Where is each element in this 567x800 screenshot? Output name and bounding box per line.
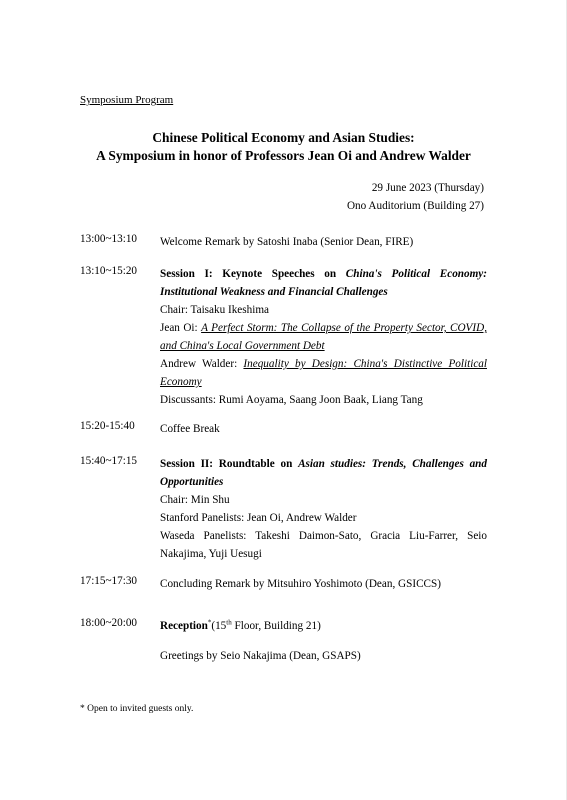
talk-1-title: A Perfect Storm: The Collapse of the Property Sector, COVID, and China's Local Government Debt xyxy=(160,322,487,352)
symposium-subtitle: A Symposium in honor of Professors Jean Oi and Andrew Walder xyxy=(96,148,471,163)
concluding-remark: Concluding Remark by Mitsuhiro Yoshimoto (Dean, GSICCS) xyxy=(160,578,441,590)
talk-2-speaker: Andrew Walder: xyxy=(160,358,244,370)
schedule-content xyxy=(160,420,487,438)
session-2-prefix: Session II: Roundtable on xyxy=(160,458,299,470)
session-2-topic: Asian studies: Trends, Challenges and Opportunities xyxy=(160,458,487,488)
coffee-break: Coffee Break xyxy=(160,423,220,435)
schedule-time: 17:15~17:30 xyxy=(80,575,138,587)
session-1-discussants: Discussants: Rumi Aoyama, Saang Joon Baak, Liang Tang xyxy=(160,394,423,406)
schedule-time: 13:10~15:20 xyxy=(80,265,138,277)
schedule-content xyxy=(160,575,487,593)
talk-2 xyxy=(160,355,487,391)
session-2-heading xyxy=(160,455,487,491)
symposium-title: Chinese Political Economy and Asian Studies: xyxy=(152,130,415,145)
waseda-panelists: Waseda Panelists: Takeshi Daimon-Sato, Gracia Liu-Farrer, Seio Nakajima, Yuji Uesugi xyxy=(160,530,487,560)
schedule-time: 13:00~13:10 xyxy=(80,233,138,245)
schedule-content xyxy=(160,455,487,563)
talk-1-speaker: Jean Oi: xyxy=(160,322,202,334)
reception-ordinal: th xyxy=(226,618,232,627)
session-2-chair: Chair: Min Shu xyxy=(160,494,230,506)
schedule-content xyxy=(160,233,487,251)
event-date: 29 June 2023 (Thursday) xyxy=(371,182,484,194)
reception-greetings: Greetings by Seio Nakajima (Dean, GSAPS) xyxy=(160,650,361,662)
reception-location: Floor, Building 21) xyxy=(231,620,321,632)
talk-2-title: Inequality by Design: China's Distinctive Political Economy xyxy=(160,358,487,388)
stanford-panelists: Stanford Panelists: Jean Oi, Andrew Walder xyxy=(160,512,357,524)
talk-1 xyxy=(160,319,487,355)
reception-asterisk: * xyxy=(207,618,212,627)
session-1-prefix: Session I: Keynote Speeches on xyxy=(160,268,346,280)
schedule-time: 15:40~17:15 xyxy=(80,455,138,467)
session-1-heading xyxy=(160,265,487,301)
reception-line xyxy=(160,617,487,635)
welcome-remark: Welcome Remark by Satoshi Inaba (Senior Dean, FIRE) xyxy=(160,236,414,248)
schedule-time: 15:20-15:40 xyxy=(80,420,135,432)
session-1-topic: China's Political Economy: Institutional Weakness and Financial Challenges xyxy=(160,268,487,298)
footnote: * Open to invited guests only. xyxy=(80,704,194,714)
schedule-content xyxy=(160,265,487,409)
reception-label: Reception xyxy=(160,620,208,632)
session-1-chair: Chair: Taisaku Ikeshima xyxy=(160,304,269,316)
reception-open: (15 xyxy=(211,620,227,632)
schedule-time: 18:00~20:00 xyxy=(80,617,138,629)
program-label: Symposium Program xyxy=(80,94,174,106)
schedule-content xyxy=(160,617,487,665)
event-venue: Ono Auditorium (Building 27) xyxy=(346,200,484,212)
